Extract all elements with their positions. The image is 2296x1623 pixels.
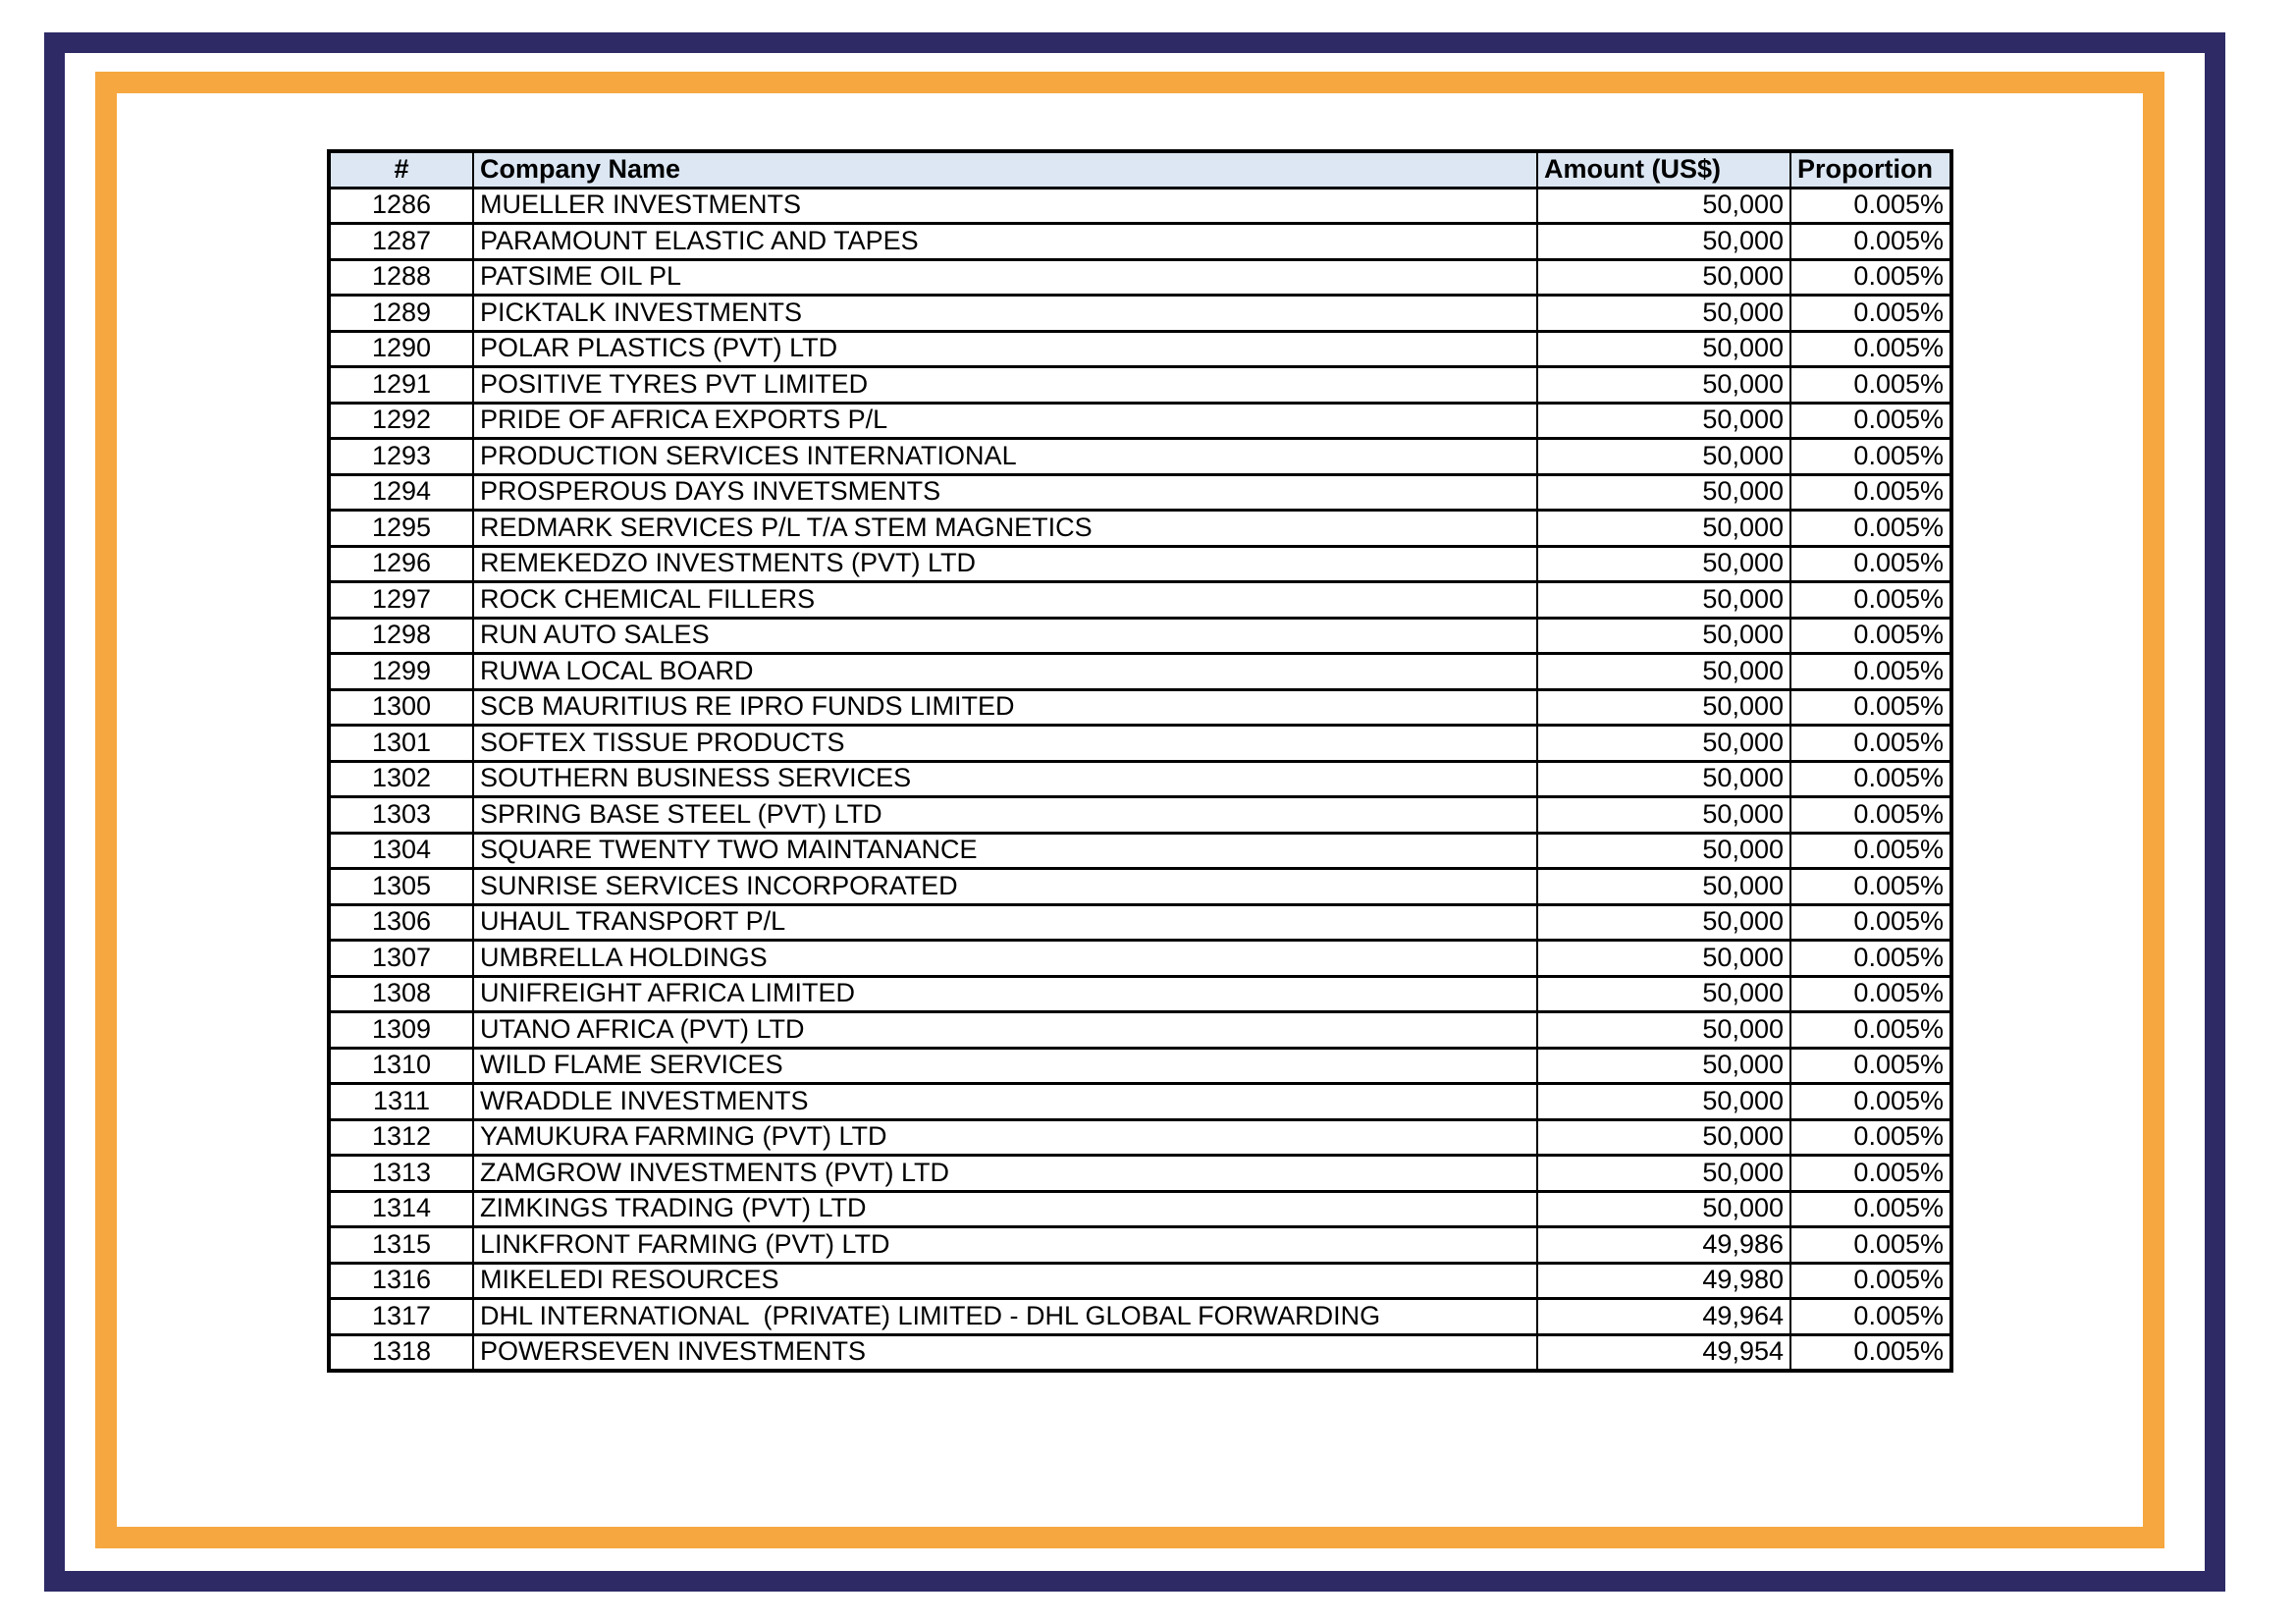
proportion-cell: 0.005%: [1790, 689, 1951, 726]
table-row: [329, 904, 1951, 941]
column-header-proportion: Proportion: [1790, 151, 1951, 188]
amount-cell: 50,000: [1537, 1084, 1790, 1120]
row-number-cell: 1312: [329, 1119, 473, 1156]
row-number-cell: 1299: [329, 654, 473, 690]
amount-cell: 49,954: [1537, 1334, 1790, 1371]
company-name-cell: PRIDE OF AFRICA EXPORTS P/L: [473, 403, 1537, 439]
amount-cell: 50,000: [1537, 1156, 1790, 1192]
row-number-cell: 1302: [329, 761, 473, 797]
amount-cell: 50,000: [1537, 224, 1790, 260]
company-name-cell: SUNRISE SERVICES INCORPORATED: [473, 869, 1537, 905]
proportion-cell: 0.005%: [1790, 1227, 1951, 1264]
company-name-cell: WILD FLAME SERVICES: [473, 1048, 1537, 1084]
amount-cell: 50,000: [1537, 439, 1790, 475]
company-name-cell: DHL INTERNATIONAL (PRIVATE) LIMITED - DHL GLOBAL FORWARDING: [473, 1299, 1537, 1335]
amount-cell: 50,000: [1537, 188, 1790, 224]
amount-cell: 50,000: [1537, 511, 1790, 547]
proportion-cell: 0.005%: [1790, 1012, 1951, 1049]
table-row: [329, 1227, 1951, 1264]
row-number-cell: 1316: [329, 1263, 473, 1299]
row-number-cell: 1291: [329, 367, 473, 404]
company-name-cell: PARAMOUNT ELASTIC AND TAPES: [473, 224, 1537, 260]
table-row: [329, 367, 1951, 404]
row-number-cell: 1306: [329, 904, 473, 941]
header-row: [329, 151, 1951, 188]
row-number-cell: 1293: [329, 439, 473, 475]
column-header-company-name: Company Name: [473, 151, 1537, 188]
amount-cell: 50,000: [1537, 1191, 1790, 1227]
row-number-cell: 1296: [329, 546, 473, 582]
proportion-cell: 0.005%: [1790, 403, 1951, 439]
table-row: [329, 797, 1951, 834]
proportion-cell: 0.005%: [1790, 869, 1951, 905]
amount-cell: 50,000: [1537, 689, 1790, 726]
table-row: [329, 582, 1951, 619]
amount-cell: 50,000: [1537, 726, 1790, 762]
company-name-cell: SOFTEX TISSUE PRODUCTS: [473, 726, 1537, 762]
row-number-cell: 1290: [329, 331, 473, 367]
row-number-cell: 1309: [329, 1012, 473, 1049]
proportion-cell: 0.005%: [1790, 941, 1951, 977]
row-number-cell: 1301: [329, 726, 473, 762]
amount-cell: 50,000: [1537, 403, 1790, 439]
proportion-cell: 0.005%: [1790, 833, 1951, 869]
row-number-cell: 1295: [329, 511, 473, 547]
table-row: [329, 689, 1951, 726]
amount-cell: 50,000: [1537, 904, 1790, 941]
amount-cell: 50,000: [1537, 546, 1790, 582]
company-name-cell: ZAMGROW INVESTMENTS (PVT) LTD: [473, 1156, 1537, 1192]
table-row: [329, 1048, 1951, 1084]
proportion-cell: 0.005%: [1790, 1119, 1951, 1156]
proportion-cell: 0.005%: [1790, 224, 1951, 260]
amount-cell: 50,000: [1537, 869, 1790, 905]
row-number-cell: 1289: [329, 296, 473, 332]
amount-cell: 49,986: [1537, 1227, 1790, 1264]
proportion-cell: 0.005%: [1790, 439, 1951, 475]
table-row: [329, 296, 1951, 332]
table-row: [329, 1119, 1951, 1156]
company-name-cell: SOUTHERN BUSINESS SERVICES: [473, 761, 1537, 797]
company-name-cell: UTANO AFRICA (PVT) LTD: [473, 1012, 1537, 1049]
company-name-cell: RUN AUTO SALES: [473, 618, 1537, 654]
table-row: [329, 833, 1951, 869]
proportion-cell: 0.005%: [1790, 1334, 1951, 1371]
amount-cell: 50,000: [1537, 474, 1790, 511]
company-name-cell: UNIFREIGHT AFRICA LIMITED: [473, 976, 1537, 1012]
proportion-cell: 0.005%: [1790, 726, 1951, 762]
company-name-cell: POSITIVE TYRES PVT LIMITED: [473, 367, 1537, 404]
row-number-cell: 1304: [329, 833, 473, 869]
amount-cell: 49,964: [1537, 1299, 1790, 1335]
company-allocation-table: [327, 149, 1953, 1373]
amount-cell: 50,000: [1537, 582, 1790, 619]
company-name-cell: UMBRELLA HOLDINGS: [473, 941, 1537, 977]
amount-cell: 50,000: [1537, 976, 1790, 1012]
row-number-cell: 1317: [329, 1299, 473, 1335]
proportion-cell: 0.005%: [1790, 654, 1951, 690]
company-name-cell: ROCK CHEMICAL FILLERS: [473, 582, 1537, 619]
company-name-cell: YAMUKURA FARMING (PVT) LTD: [473, 1119, 1537, 1156]
proportion-cell: 0.005%: [1790, 761, 1951, 797]
company-name-cell: PICKTALK INVESTMENTS: [473, 296, 1537, 332]
proportion-cell: 0.005%: [1790, 1263, 1951, 1299]
table-row: [329, 331, 1951, 367]
table-row: [329, 1263, 1951, 1299]
proportion-cell: 0.005%: [1790, 331, 1951, 367]
proportion-cell: 0.005%: [1790, 1299, 1951, 1335]
company-name-cell: MUELLER INVESTMENTS: [473, 188, 1537, 224]
table-row: [329, 654, 1951, 690]
company-name-cell: POWERSEVEN INVESTMENTS: [473, 1334, 1537, 1371]
row-number-cell: 1311: [329, 1084, 473, 1120]
table-row: [329, 259, 1951, 296]
company-name-cell: UHAUL TRANSPORT P/L: [473, 904, 1537, 941]
company-name-cell: RUWA LOCAL BOARD: [473, 654, 1537, 690]
table-row: [329, 1334, 1951, 1371]
proportion-cell: 0.005%: [1790, 1191, 1951, 1227]
table-row: [329, 546, 1951, 582]
column-header-number: #: [329, 151, 473, 188]
proportion-cell: 0.005%: [1790, 511, 1951, 547]
company-name-cell: PATSIME OIL PL: [473, 259, 1537, 296]
company-name-cell: REMEKEDZO INVESTMENTS (PVT) LTD: [473, 546, 1537, 582]
row-number-cell: 1318: [329, 1334, 473, 1371]
amount-cell: 50,000: [1537, 797, 1790, 834]
table-row: [329, 224, 1951, 260]
row-number-cell: 1310: [329, 1048, 473, 1084]
proportion-cell: 0.005%: [1790, 259, 1951, 296]
amount-cell: 50,000: [1537, 296, 1790, 332]
amount-cell: 50,000: [1537, 1012, 1790, 1049]
row-number-cell: 1300: [329, 689, 473, 726]
amount-cell: 50,000: [1537, 367, 1790, 404]
table-row: [329, 976, 1951, 1012]
table-row: [329, 1012, 1951, 1049]
company-name-cell: PROSPEROUS DAYS INVETSMENTS: [473, 474, 1537, 511]
table-row: [329, 474, 1951, 511]
proportion-cell: 0.005%: [1790, 296, 1951, 332]
row-number-cell: 1315: [329, 1227, 473, 1264]
company-name-cell: SPRING BASE STEEL (PVT) LTD: [473, 797, 1537, 834]
amount-cell: 50,000: [1537, 833, 1790, 869]
table-row: [329, 511, 1951, 547]
column-header-amount: Amount (US$): [1537, 151, 1790, 188]
table-row: [329, 941, 1951, 977]
table-body: [329, 188, 1951, 1371]
amount-cell: 50,000: [1537, 1048, 1790, 1084]
row-number-cell: 1297: [329, 582, 473, 619]
table-row: [329, 1084, 1951, 1120]
company-name-cell: SCB MAURITIUS RE IPRO FUNDS LIMITED: [473, 689, 1537, 726]
table-row: [329, 1299, 1951, 1335]
table-row: [329, 726, 1951, 762]
row-number-cell: 1313: [329, 1156, 473, 1192]
proportion-cell: 0.005%: [1790, 546, 1951, 582]
proportion-cell: 0.005%: [1790, 904, 1951, 941]
table-row: [329, 1191, 1951, 1227]
amount-cell: 50,000: [1537, 941, 1790, 977]
company-name-cell: MIKELEDI RESOURCES: [473, 1263, 1537, 1299]
proportion-cell: 0.005%: [1790, 582, 1951, 619]
proportion-cell: 0.005%: [1790, 797, 1951, 834]
row-number-cell: 1294: [329, 474, 473, 511]
proportion-cell: 0.005%: [1790, 474, 1951, 511]
proportion-cell: 0.005%: [1790, 618, 1951, 654]
company-name-cell: REDMARK SERVICES P/L T/A STEM MAGNETICS: [473, 511, 1537, 547]
table-row: [329, 188, 1951, 224]
row-number-cell: 1288: [329, 259, 473, 296]
table-header: [329, 151, 1951, 188]
proportion-cell: 0.005%: [1790, 1084, 1951, 1120]
proportion-cell: 0.005%: [1790, 1048, 1951, 1084]
table-row: [329, 403, 1951, 439]
amount-cell: 50,000: [1537, 654, 1790, 690]
row-number-cell: 1298: [329, 618, 473, 654]
row-number-cell: 1305: [329, 869, 473, 905]
company-name-cell: SQUARE TWENTY TWO MAINTANANCE: [473, 833, 1537, 869]
company-name-cell: POLAR PLASTICS (PVT) LTD: [473, 331, 1537, 367]
table-row: [329, 1156, 1951, 1192]
row-number-cell: 1307: [329, 941, 473, 977]
proportion-cell: 0.005%: [1790, 188, 1951, 224]
row-number-cell: 1314: [329, 1191, 473, 1227]
row-number-cell: 1308: [329, 976, 473, 1012]
company-name-cell: ZIMKINGS TRADING (PVT) LTD: [473, 1191, 1537, 1227]
row-number-cell: 1303: [329, 797, 473, 834]
row-number-cell: 1286: [329, 188, 473, 224]
row-number-cell: 1287: [329, 224, 473, 260]
table-row: [329, 439, 1951, 475]
proportion-cell: 0.005%: [1790, 976, 1951, 1012]
proportion-cell: 0.005%: [1790, 1156, 1951, 1192]
table-row: [329, 869, 1951, 905]
company-name-cell: LINKFRONT FARMING (PVT) LTD: [473, 1227, 1537, 1264]
amount-cell: 50,000: [1537, 1119, 1790, 1156]
table-row: [329, 761, 1951, 797]
amount-cell: 50,000: [1537, 761, 1790, 797]
proportion-cell: 0.005%: [1790, 367, 1951, 404]
amount-cell: 50,000: [1537, 618, 1790, 654]
table-row: [329, 618, 1951, 654]
company-name-cell: PRODUCTION SERVICES INTERNATIONAL: [473, 439, 1537, 475]
amount-cell: 50,000: [1537, 331, 1790, 367]
amount-cell: 50,000: [1537, 259, 1790, 296]
company-name-cell: WRADDLE INVESTMENTS: [473, 1084, 1537, 1120]
amount-cell: 49,980: [1537, 1263, 1790, 1299]
row-number-cell: 1292: [329, 403, 473, 439]
